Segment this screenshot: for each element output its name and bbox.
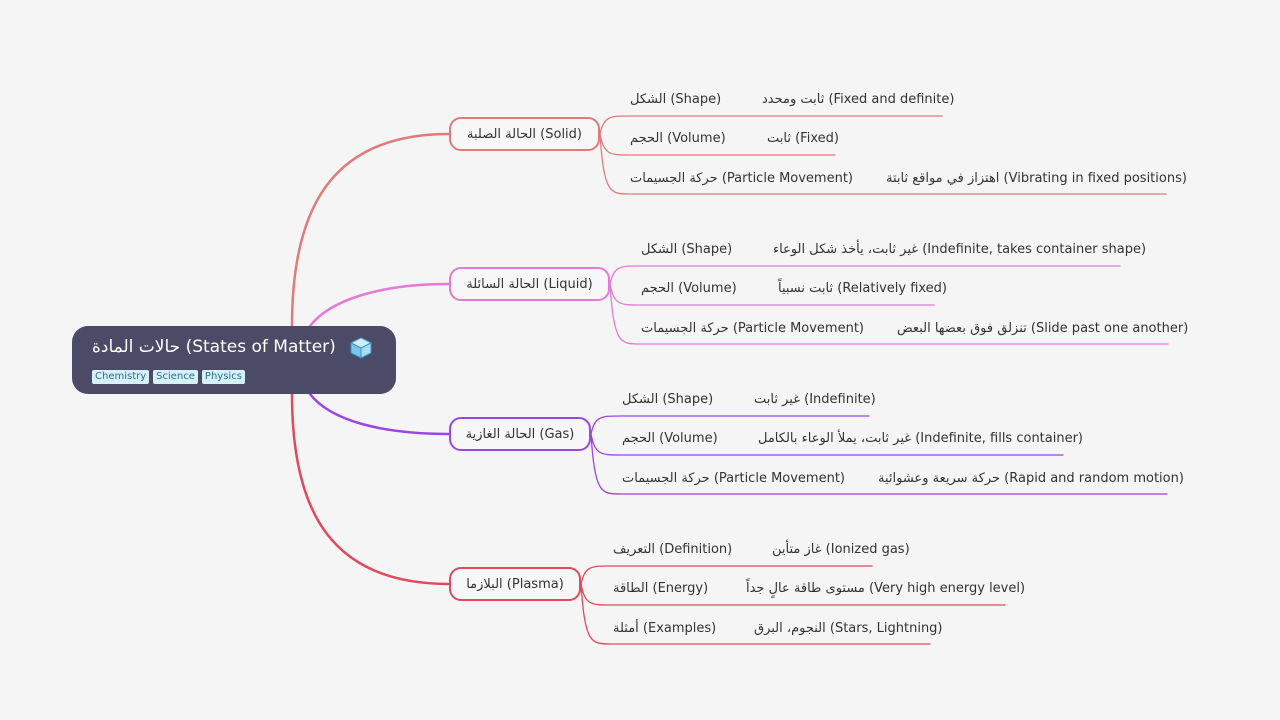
- liquid-shape-key: الشكل (Shape): [641, 242, 733, 257]
- gas-volume-key: الحجم (Volume): [622, 431, 718, 446]
- gas-volume-value: غير ثابت، يملأ الوعاء بالكامل (Indefinite, fills container): [758, 431, 1084, 446]
- plasma-definition-value: غاز متأين (Ionized gas): [772, 542, 910, 557]
- gas-shape-value: غير ثابت (Indefinite): [754, 392, 876, 407]
- solid-movement-value: اهتزاز في مواقع ثابتة (Vibrating in fixed positions): [886, 171, 1187, 186]
- plasma-examples-key: أمثلة (Examples): [613, 621, 717, 636]
- branch-liquid[interactable]: الحالة السائلة (Liquid): [449, 267, 610, 301]
- liquid-volume-key: الحجم (Volume): [641, 281, 737, 296]
- central-topic-node[interactable]: [72, 326, 396, 394]
- plasma-definition-key: التعريف (Definition): [613, 542, 733, 557]
- liquid-shape-value: غير ثابت، يأخذ شكل الوعاء (Indefinite, takes container shape): [773, 242, 1147, 257]
- solid-shape-value: ثابت ومحدد (Fixed and definite): [762, 92, 955, 107]
- gas-movement-key: حركة الجسيمات (Particle Movement): [622, 471, 846, 486]
- connector-branch-solid: [292, 134, 449, 326]
- connector-branch-gas: [310, 394, 449, 434]
- branch-plasma[interactable]: البلازما (Plasma): [449, 567, 581, 601]
- liquid-movement-key: حركة الجسيمات (Particle Movement): [641, 321, 865, 336]
- liquid-movement-value: تنزلق فوق بعضها البعض (Slide past one another): [897, 321, 1189, 336]
- connector-branch-liquid: [310, 284, 449, 326]
- tag-science[interactable]: Science: [153, 370, 198, 384]
- topic-tags: [92, 370, 245, 384]
- tag-chemistry[interactable]: Chemistry: [92, 370, 149, 384]
- plasma-energy-value: مستوى طاقة عالٍ جداً (Very high energy level): [746, 581, 1026, 596]
- solid-volume-key: الحجم (Volume): [630, 131, 726, 146]
- central-topic-title: حالات المادة (States of Matter): [92, 337, 336, 357]
- branch-gas[interactable]: الحالة الغازية (Gas): [449, 417, 591, 451]
- gas-shape-key: الشكل (Shape): [622, 392, 714, 407]
- plasma-energy-key: الطاقة (Energy): [613, 581, 709, 596]
- ice-cube-icon: [348, 336, 374, 360]
- solid-volume-value: ثابت (Fixed): [767, 131, 839, 146]
- plasma-examples-value: النجوم، البرق (Stars, Lightning): [754, 621, 943, 636]
- liquid-volume-value: ثابت نسبياً (Relatively fixed): [778, 281, 947, 296]
- gas-movement-value: حركة سريعة وعشوائية (Rapid and random motion): [878, 471, 1184, 486]
- solid-shape-key: الشكل (Shape): [630, 92, 722, 107]
- connector-branch-plasma: [292, 394, 449, 584]
- tag-physics[interactable]: Physics: [202, 370, 245, 384]
- branch-solid[interactable]: الحالة الصلبة (Solid): [449, 117, 600, 151]
- solid-movement-key: حركة الجسيمات (Particle Movement): [630, 171, 854, 186]
